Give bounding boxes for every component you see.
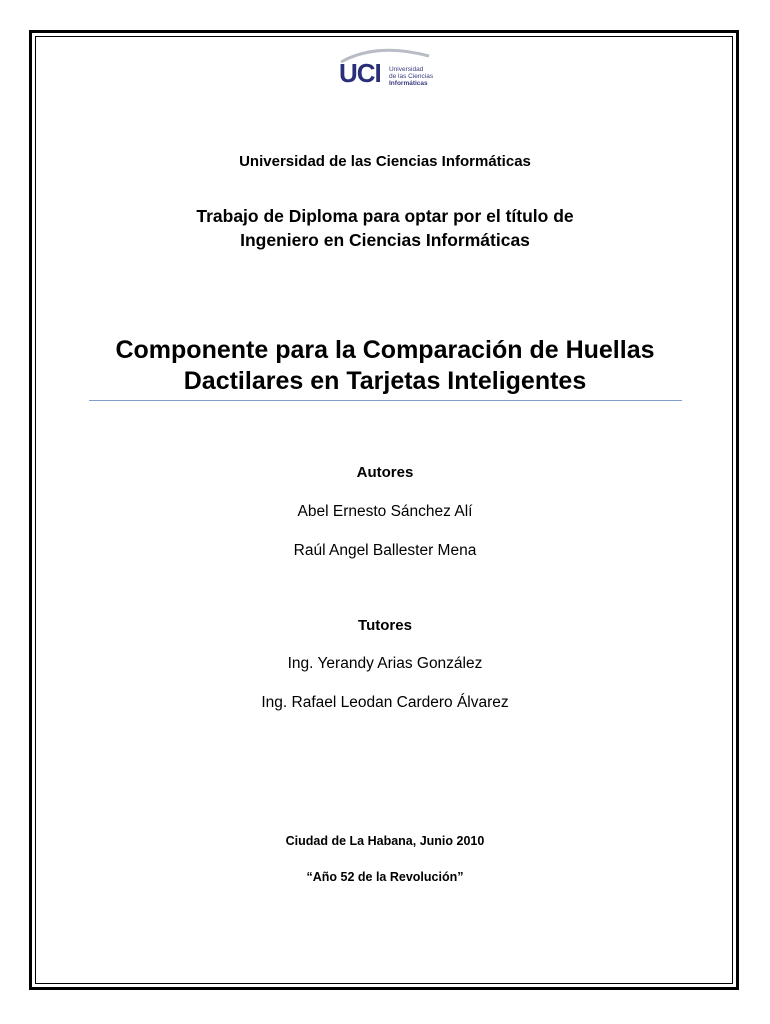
uci-logo [337, 46, 447, 94]
university-name: Universidad de las Ciencias Informáticas [239, 153, 531, 170]
authors-heading: Autores [356, 464, 414, 481]
thesis-title [36, 335, 734, 397]
logo-mark: UCI [339, 58, 381, 88]
title-line-2: Dactilares en Tarjetas Inteligentes [183, 367, 587, 395]
author-name: Raúl Angel Ballester Mena [293, 542, 477, 559]
logo-subtitle [389, 66, 433, 87]
author-name: Abel Ernesto Sánchez Alí [297, 503, 473, 520]
logo-subtitle-line: Universidad [389, 66, 424, 73]
degree-line-2: Ingeniero en Ciencias Informáticas [240, 230, 530, 250]
city-date: Ciudad de La Habana, Junio 2010 [285, 834, 485, 848]
logo-subtitle-line: Informáticas [389, 80, 428, 87]
motto: “Año 52 de la Revolución” [306, 870, 464, 884]
tutor-name: Ing. Rafael Leodan Cardero Álvarez [261, 694, 509, 711]
tutor-name: Ing. Yerandy Arias González [287, 655, 483, 672]
logo-subtitle-line: de las Ciencias [389, 73, 434, 80]
degree-statement [36, 204, 734, 252]
tutors-heading: Tutores [358, 617, 412, 634]
degree-line-1: Trabajo de Diploma para optar por el título de [196, 206, 574, 226]
title-underline [89, 400, 682, 401]
title-line-1: Componente para la Comparación de Huellas [115, 336, 655, 364]
